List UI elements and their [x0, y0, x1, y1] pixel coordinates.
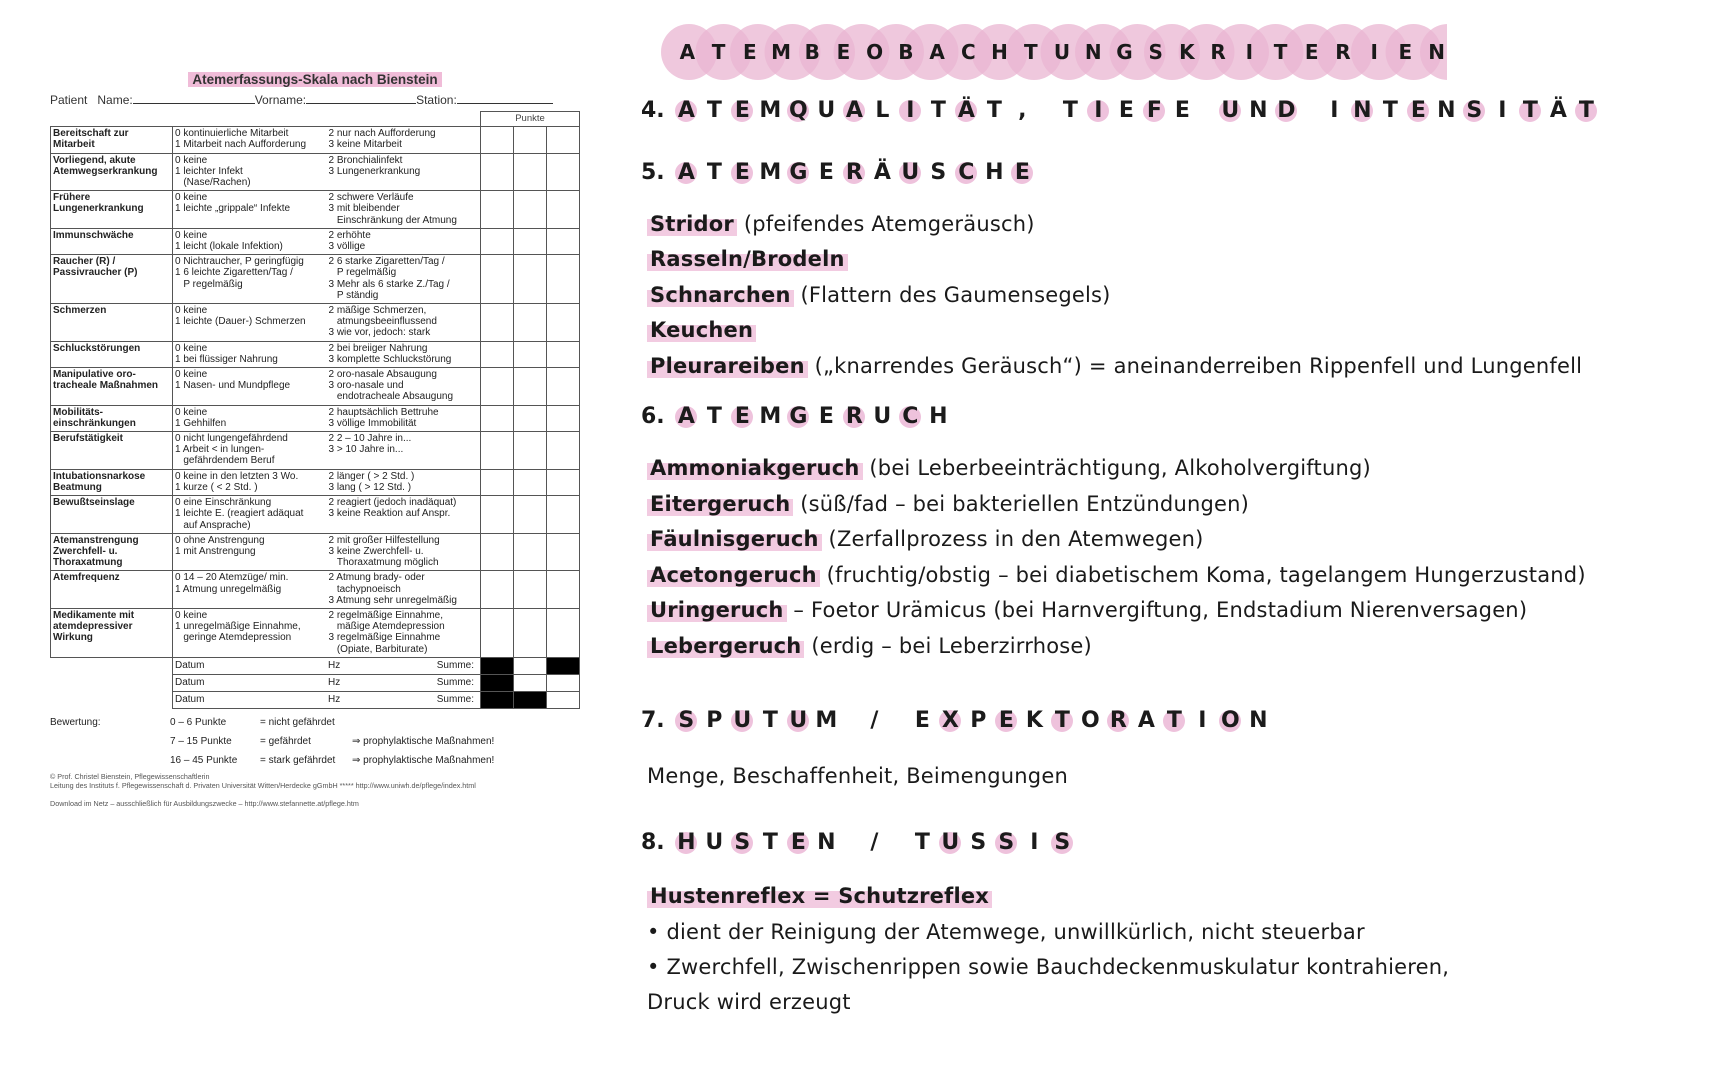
heading-letter: A	[672, 98, 700, 123]
sound-item: Schnarchen (Flattern des Gaumensegels)	[647, 283, 1111, 307]
score-options-low: 0 keine 1 Gehhilfen	[173, 405, 327, 431]
score-options-low: 0 ohne Anstrengung 1 mit Anstrengung	[173, 533, 327, 571]
points-cell[interactable]	[481, 405, 514, 431]
datum-label: Datum	[175, 676, 205, 688]
heading-letter: E	[914, 708, 930, 733]
title-letter: E	[1304, 40, 1319, 64]
criterion-cell: Schmerzen	[51, 304, 173, 342]
summe-label: Summe:	[436, 676, 474, 688]
points-cell[interactable]	[481, 191, 514, 229]
station-blank	[457, 94, 553, 104]
summe-label: Summe:	[436, 694, 474, 706]
heading-letter: Ä	[873, 160, 891, 185]
heading-letter: R	[840, 160, 868, 185]
points-cell[interactable]	[547, 304, 580, 342]
form-title: Atemerfassungs-Skala nach Bienstein	[50, 72, 580, 87]
scale-row	[51, 341, 580, 367]
score-options-low: 0 kontinuierliche Mitarbeit 1 Mitarbeit nach Aufforderung	[173, 127, 327, 153]
criterion-cell: Bereitschaft zur Mitarbeit	[51, 127, 173, 153]
criterion-cell: Intubationsnarkose Beatmung	[51, 469, 173, 495]
points-cell[interactable]	[547, 533, 580, 571]
heading-letter: U	[1216, 98, 1244, 123]
sum-cell	[173, 674, 481, 691]
station-label: Station:	[416, 93, 457, 107]
bewertung-status: = stark gefährdet	[260, 755, 336, 767]
heading-letter: T	[986, 98, 1002, 123]
points-cell[interactable]	[481, 153, 514, 191]
sum-row	[51, 657, 580, 674]
heading-8: 8. H U S T E N / T U S S I S	[641, 830, 1076, 855]
title-letter: R	[1210, 40, 1226, 64]
sum-points-cell[interactable]	[514, 657, 547, 674]
vorname-blank	[306, 94, 416, 104]
heading-8-text	[672, 830, 1076, 855]
title-letter: N	[1084, 40, 1102, 64]
score-options-high: 2 länger ( > 2 Std. ) 3 lang ( > 12 Std. )	[327, 469, 481, 495]
points-cell[interactable]	[547, 496, 580, 534]
heading-letter: C	[952, 160, 980, 185]
hz-label: Hz	[328, 694, 341, 706]
title-letter: H	[991, 40, 1008, 64]
heading-letter: C	[896, 404, 924, 429]
sum-row	[51, 692, 580, 709]
title-letter: T	[1273, 40, 1288, 64]
sum-points-cell[interactable]	[514, 674, 547, 691]
criterion-cell: Manipulative oro-tracheale Maßnahmen	[51, 368, 173, 406]
smell-item: Eitergeruch (süß/fad – bei bakteriellen Entzündungen)	[647, 492, 1249, 516]
score-options-low: 0 keine 1 leicht (lokale Infektion)	[173, 228, 327, 254]
heading-7-text	[672, 708, 1272, 733]
heading-5: 5. A T E M G E R Ä U S C H E	[641, 160, 1036, 185]
points-cell[interactable]	[514, 571, 547, 609]
criterion-cell: Berufstätigkeit	[51, 432, 173, 470]
sum-points-cell[interactable]	[547, 674, 580, 691]
patient-label: Patient	[50, 93, 88, 107]
criterion-cell: Raucher (R) / Passivraucher (P)	[51, 255, 173, 304]
criterion-cell: Schluckstörungen	[51, 341, 173, 367]
points-cell[interactable]	[481, 533, 514, 571]
sound-item: Rasseln/Brodeln	[647, 247, 848, 271]
heading-letter: G	[784, 160, 812, 185]
heading-letter: K	[1025, 708, 1043, 733]
points-cell[interactable]	[514, 228, 547, 254]
scale-row	[51, 191, 580, 229]
heading-letter: Ä	[952, 98, 980, 123]
bewertung-action	[352, 717, 552, 728]
score-options-high: 2 2 – 10 Jahre in... 3 > 10 Jahre in...	[327, 432, 481, 470]
title-letter: R	[1335, 40, 1351, 64]
criterion-cell: Atemfrequenz	[51, 571, 173, 609]
husten-line: • dient der Reinigung der Atemwege, unwillkürlich, nicht steuerbar	[647, 920, 1365, 944]
points-cell[interactable]	[547, 405, 580, 431]
heading-letter: E	[1404, 98, 1432, 123]
name-blank	[133, 94, 255, 104]
heading-letter: T	[1516, 98, 1544, 123]
title-letter: B	[804, 40, 820, 64]
heading-letter: E	[1118, 98, 1134, 123]
points-cell[interactable]	[547, 608, 580, 657]
title-letter: S	[1148, 40, 1163, 64]
sum-cell	[173, 657, 481, 674]
points-cell[interactable]	[514, 127, 547, 153]
title-letter: K	[1179, 40, 1195, 64]
patient-line	[50, 93, 580, 107]
scale-row	[51, 405, 580, 431]
heading-letter: M	[759, 404, 782, 429]
heading-letter: T	[1382, 98, 1398, 123]
score-options-low: 0 keine in den letzten 3 Wo. 1 kurze ( < 2 Std. )	[173, 469, 327, 495]
score-options-high: 2 bei breiiger Nahrung 3 komplette Schluckstörung	[327, 341, 481, 367]
points-cell[interactable]	[514, 368, 547, 406]
heading-letter: S	[672, 708, 700, 733]
heading-4-text	[672, 98, 1600, 123]
criterion-cell: Vorliegend, akute Atemwegserkrankung	[51, 153, 173, 191]
points-cell[interactable]	[481, 496, 514, 534]
scale-row	[51, 153, 580, 191]
heading-letter: E	[728, 98, 756, 123]
score-options-low: 0 eine Einschränkung 1 leichte E. (reagiert adäquat auf Ansprache)	[173, 496, 327, 534]
heading-letter: S	[930, 160, 947, 185]
heading-letter: S	[1460, 98, 1488, 123]
smell-item: Uringeruch – Foetor Urämicus (bei Harnvergiftung, Endstadium Nierenversagen)	[647, 598, 1527, 622]
heading-letter: T	[706, 404, 722, 429]
points-cell[interactable]	[514, 304, 547, 342]
score-options-high: 2 oro-nasale Absaugung 3 oro-nasale und endotracheale Absaugung	[327, 368, 481, 406]
sum-row	[51, 674, 580, 691]
points-cell[interactable]	[514, 153, 547, 191]
heading-letter: I	[1330, 98, 1339, 123]
heading-letter: N	[817, 830, 836, 855]
score-options-low: 0 14 – 20 Atemzüge/ min. 1 Atmung unregelmäßig	[173, 571, 327, 609]
heading-letter: U	[873, 404, 892, 429]
heading-letter: ,	[1018, 98, 1027, 123]
heading-letter: S	[970, 830, 987, 855]
heading-letter: T	[1048, 708, 1076, 733]
heading-letter: G	[784, 404, 812, 429]
heading-letter: M	[759, 98, 782, 123]
sum-points-cell[interactable]	[481, 657, 514, 674]
points-cell[interactable]	[481, 469, 514, 495]
heading-letter: E	[1174, 98, 1190, 123]
title-letter: G	[1116, 40, 1133, 64]
points-cell[interactable]	[514, 341, 547, 367]
criterion-cell: Frühere Lungenerkrankung	[51, 191, 173, 229]
title-letter: I	[1370, 40, 1378, 64]
scale-row	[51, 571, 580, 609]
title-letter: A	[679, 40, 696, 64]
heading-letter: E	[784, 830, 812, 855]
title-letter: T	[1023, 40, 1038, 64]
bewertung-action: ⇒ prophylaktische Maßnahmen!	[352, 736, 495, 748]
points-cell[interactable]	[514, 469, 547, 495]
heading-letter: /	[870, 830, 879, 855]
scale-row	[51, 255, 580, 304]
bewertung	[50, 717, 580, 766]
smell-item: Ammoniakgeruch (bei Leberbeeinträchtigung, Alkoholvergiftung)	[647, 456, 1371, 480]
heading-letter: E	[818, 160, 834, 185]
score-options-low: 0 keine 1 Nasen- und Mundpflege	[173, 368, 327, 406]
heading-letter: T	[762, 708, 778, 733]
sound-item: Stridor (pfeifendes Atemgeräusch)	[647, 212, 1035, 236]
heading-letter: E	[1008, 160, 1036, 185]
points-cell[interactable]	[547, 469, 580, 495]
title-letter: T	[711, 40, 726, 64]
heading-6-text	[672, 404, 952, 429]
main-title-text	[655, 22, 1447, 82]
points-cell[interactable]	[514, 496, 547, 534]
datum-label: Datum	[175, 659, 205, 671]
hz-label: Hz	[328, 659, 341, 671]
points-cell[interactable]	[547, 255, 580, 304]
heading-letter: T	[706, 98, 722, 123]
datum-label: Datum	[175, 694, 205, 706]
points-cell[interactable]	[547, 368, 580, 406]
score-options-high: 2 regelmäßige Einnahme, mäßige Atemdepression 3 regelmäßige Einnahme (Opiate, Barbiturate)	[327, 608, 481, 657]
bewertung-status: = gefährdet	[260, 736, 311, 748]
sputum-text: Menge, Beschaffenheit, Beimengungen	[647, 764, 1068, 788]
heading-letter: T	[1572, 98, 1600, 123]
points-cell[interactable]	[481, 127, 514, 153]
heading-letter: E	[818, 404, 834, 429]
scale-row	[51, 127, 580, 153]
points-header: Punkte	[481, 112, 580, 127]
sum-points-cell[interactable]	[481, 692, 514, 709]
scale-row	[51, 432, 580, 470]
criterion-cell: Mobilitäts-einschränkungen	[51, 405, 173, 431]
title-letter: I	[1245, 40, 1254, 64]
points-cell[interactable]	[547, 153, 580, 191]
score-options-low: 0 Nichtraucher, P geringfügig 1 6 leichte Zigaretten/Tag / P regelmäßig	[173, 255, 327, 304]
heading-6: 6. A T E M G E R U C H	[641, 404, 952, 429]
copyright: © Prof. Christel Bienstein, Pflegewissenschaftlerin Leitung des Instituts f. Pflegewissenschaft d. Privaten Universität Witten/Herdecke gGmbH ***** http://www.uniwh.de/pflege/index.html	[50, 772, 476, 791]
heading-letter: L	[875, 98, 890, 123]
points-cell[interactable]	[547, 191, 580, 229]
points-cell[interactable]	[481, 368, 514, 406]
bewertung-label: Bewertung:	[50, 717, 101, 729]
smell-item: Lebergeruch (erdig – bei Leberzirrhose)	[647, 634, 1092, 658]
smell-item: Acetongeruch (fruchtig/obstig – bei diabetischem Koma, tagelangem Hungerzustand)	[647, 563, 1586, 587]
heading-letter: U	[936, 830, 964, 855]
heading-letter: Q	[784, 98, 812, 123]
bewertung-status: = nicht gefährdet	[260, 717, 335, 729]
heading-letter: M	[815, 708, 838, 733]
points-cell[interactable]	[514, 608, 547, 657]
heading-letter: A	[1137, 708, 1155, 733]
heading-letter: P	[706, 708, 723, 733]
heading-letter: O	[1080, 708, 1100, 733]
heading-letter: T	[914, 830, 930, 855]
sound-item: Keuchen	[647, 318, 756, 342]
heading-letter: U	[784, 708, 812, 733]
criterion-cell: Atemanstrengung Zwerchfell- u. Thoraxatmung	[51, 533, 173, 571]
heading-letter: S	[1048, 830, 1076, 855]
heading-letter: P	[970, 708, 987, 733]
sum-points-cell[interactable]	[514, 692, 547, 709]
heading-letter: T	[1062, 98, 1078, 123]
heading-letter: U	[817, 98, 836, 123]
scale-row	[51, 533, 580, 571]
score-options-high: 2 mit großer Hilfestellung 3 keine Zwerchfell- u. Thoraxatmung möglich	[327, 533, 481, 571]
heading-letter: I	[1030, 830, 1039, 855]
heading-letter: R	[840, 404, 868, 429]
heading-letter: A	[840, 98, 868, 123]
scale-row	[51, 228, 580, 254]
score-options-high: 2 schwere Verläufe 3 mit bleibender Einschränkung der Atmung	[327, 191, 481, 229]
heading-letter: N	[1249, 98, 1268, 123]
points-cell[interactable]	[547, 432, 580, 470]
sum-points-cell[interactable]	[547, 657, 580, 674]
score-options-high: 2 erhöhte 3 völlige	[327, 228, 481, 254]
heading-letter: I	[896, 98, 924, 123]
title-letter: E	[742, 40, 757, 64]
title-letter: M	[771, 40, 791, 64]
summe-label: Summe:	[436, 659, 474, 671]
heading-letter: E	[728, 160, 756, 185]
score-options-high: 2 6 starke Zigaretten/Tag / P regelmäßig 3 Mehr als 6 starke Z./Tag / P ständig	[327, 255, 481, 304]
sum-points-cell[interactable]	[547, 692, 580, 709]
score-options-low: 0 keine 1 leichte „grippale“ Infekte	[173, 191, 327, 229]
bewertung-range: 0 – 6 Punkte	[170, 717, 227, 729]
points-cell[interactable]	[547, 341, 580, 367]
points-cell[interactable]	[514, 255, 547, 304]
title-letter: N	[1428, 40, 1445, 64]
husten-line: Druck wird erzeugt	[647, 990, 851, 1014]
heading-letter: T	[930, 98, 946, 123]
title-letter: O	[866, 40, 884, 64]
points-cell[interactable]	[547, 228, 580, 254]
heading-letter: O	[1216, 708, 1244, 733]
points-cell[interactable]	[514, 432, 547, 470]
vorname-label: Vorname:	[254, 93, 307, 107]
title-letter: C	[960, 40, 976, 64]
heading-letter: U	[896, 160, 924, 185]
husten-term: Hustenreflex = Schutzreflex	[647, 884, 992, 908]
points-cell[interactable]	[481, 228, 514, 254]
points-cell[interactable]	[481, 341, 514, 367]
score-options-high: 2 Bronchialinfekt 3 Lungenerkrankung	[327, 153, 481, 191]
sum-points-cell[interactable]	[481, 674, 514, 691]
points-cell[interactable]	[514, 533, 547, 571]
heading-letter: N	[1437, 98, 1456, 123]
scale-row	[51, 608, 580, 657]
score-options-low: 0 keine 1 leichter Infekt (Nase/Rachen)	[173, 153, 327, 191]
heading-letter: A	[672, 404, 700, 429]
heading-letter: M	[759, 160, 782, 185]
heading-letter: E	[728, 404, 756, 429]
heading-letter: R	[1104, 708, 1132, 733]
scale-row	[51, 496, 580, 534]
points-cell[interactable]	[481, 255, 514, 304]
heading-4: 4. A T E M Q U A L I T Ä T , T I E F E U N D I N T E N S I T Ä T	[641, 98, 1600, 123]
scale-row	[51, 469, 580, 495]
criterion-cell: Immunschwäche	[51, 228, 173, 254]
title-letter: A	[929, 40, 945, 64]
heading-letter: D	[1272, 98, 1300, 123]
heading-letter: E	[992, 708, 1020, 733]
husten-line: • Zwerchfell, Zwischenrippen sowie Bauchdeckenmuskulatur kontrahieren,	[647, 955, 1450, 979]
criterion-cell: Bewußtseinslage	[51, 496, 173, 534]
points-cell[interactable]	[481, 432, 514, 470]
score-options-high: 2 hauptsächlich Bettruhe 3 völlige Immobilität	[327, 405, 481, 431]
scale-row	[51, 368, 580, 406]
score-options-high: 2 Atmung brady- oder tachypnoeisch 3 Atmung sehr unregelmäßig	[327, 571, 481, 609]
score-options-high: 2 reagiert (jedoch inadäquat) 3 keine Reaktion auf Anspr.	[327, 496, 481, 534]
name-label: Name:	[97, 93, 133, 107]
score-options-low: 0 keine 1 leichte (Dauer-) Schmerzen	[173, 304, 327, 342]
heading-letter: /	[870, 708, 879, 733]
points-cell[interactable]	[547, 127, 580, 153]
bewertung-action: ⇒ prophylaktische Maßnahmen!	[352, 755, 495, 767]
heading-letter: Ä	[1549, 98, 1567, 123]
title-letter: E	[836, 40, 851, 64]
points-cell[interactable]	[481, 571, 514, 609]
score-options-low: 0 keine 1 unregelmäßige Einnahme, geringe Atemdepression	[173, 608, 327, 657]
score-options-high: 2 mäßige Schmerzen, atmungsbeeinflussend 3 wie vor, jedoch: stark	[327, 304, 481, 342]
heading-letter: X	[936, 708, 964, 733]
heading-letter: I	[1498, 98, 1507, 123]
scale-row	[51, 304, 580, 342]
bewertung-range: 16 – 45 Punkte	[170, 755, 238, 767]
points-cell[interactable]	[514, 405, 547, 431]
heading-letter: N	[1348, 98, 1376, 123]
heading-letter: S	[992, 830, 1020, 855]
criterion-cell: Medikamente mit atemdepressiver Wirkung	[51, 608, 173, 657]
title-letter: B	[898, 40, 914, 64]
smell-item: Fäulnisgeruch (Zerfallprozess in den Atemwegen)	[647, 527, 1204, 551]
heading-letter: S	[728, 830, 756, 855]
sound-item: Pleurareiben („knarrendes Geräusch“) = aneinanderreiben Rippenfell und Lungenfell	[647, 354, 1582, 378]
scale-table	[50, 111, 580, 709]
hz-label: Hz	[328, 676, 341, 688]
sum-cell	[173, 692, 481, 709]
heading-letter: U	[705, 830, 724, 855]
heading-letter: T	[706, 160, 722, 185]
heading-letter: A	[672, 160, 700, 185]
heading-letter: H	[672, 830, 700, 855]
heading-7: 7. S P U T U M / E X P E K T O R A T I O N	[641, 708, 1272, 733]
heading-letter: I	[1084, 98, 1112, 123]
score-options-high: 2 nur nach Aufforderung 3 keine Mitarbeit	[327, 127, 481, 153]
heading-5-text	[672, 160, 1036, 185]
score-options-low: 0 keine 1 bei flüssiger Nahrung	[173, 341, 327, 367]
heading-letter: U	[728, 708, 756, 733]
heading-letter: H	[929, 404, 948, 429]
points-cell[interactable]	[481, 608, 514, 657]
points-cell[interactable]	[547, 571, 580, 609]
points-cell[interactable]	[481, 304, 514, 342]
heading-letter: I	[1198, 708, 1207, 733]
breathing-assessment-form	[50, 72, 580, 808]
download-note: Download im Netz – ausschließlich für Ausbildungszwecke – http://www.stefannette.at/pflege.htm	[50, 799, 359, 809]
heading-letter: T	[1160, 708, 1188, 733]
bewertung-range: 7 – 15 Punkte	[170, 736, 232, 748]
heading-letter: F	[1140, 98, 1168, 123]
points-cell[interactable]	[514, 191, 547, 229]
heading-letter: N	[1249, 708, 1268, 733]
score-options-low: 0 nicht lungengefährdend 1 Arbeit < in lungen- gefährdendem Beruf	[173, 432, 327, 470]
heading-letter: H	[985, 160, 1004, 185]
heading-letter: T	[762, 830, 778, 855]
title-letter: U	[1053, 40, 1071, 64]
title-letter: E	[1398, 40, 1413, 64]
main-title	[655, 22, 1447, 82]
